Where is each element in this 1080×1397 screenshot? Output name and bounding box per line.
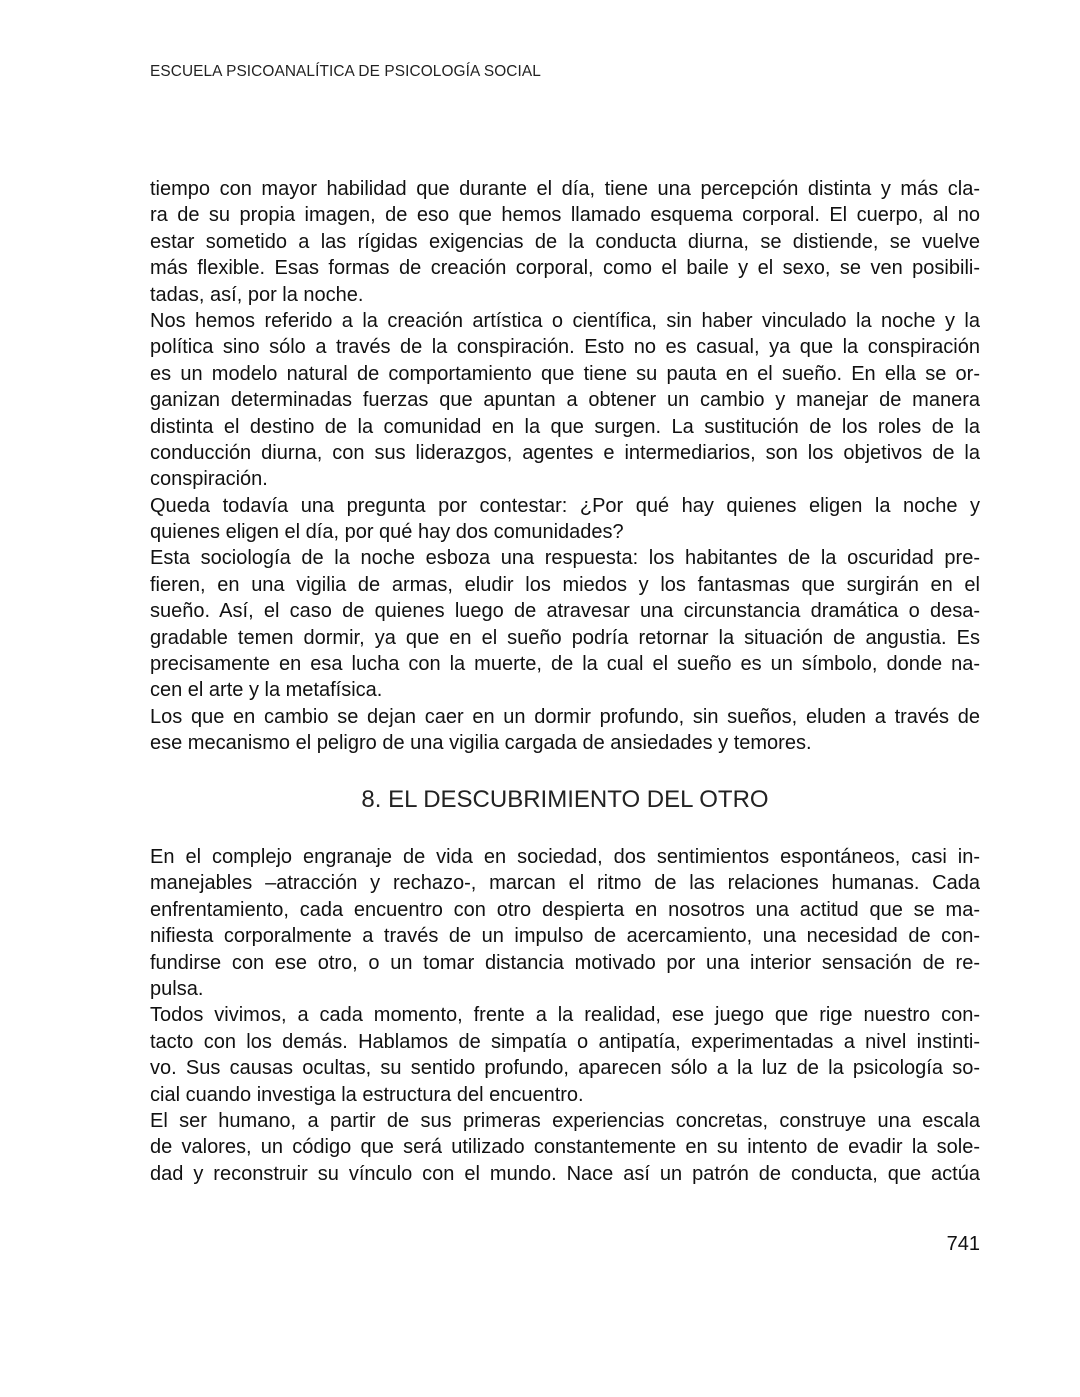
text-line: Esta sociología de la noche esboza una respuesta: los habitantes de la oscuridad pre- — [150, 547, 980, 570]
body-section-1 — [150, 176, 980, 757]
text-line: tacto con los demás. Hablamos de simpatía o antipatía, experimentadas a nivel instinti- — [150, 1030, 980, 1053]
paragraph — [150, 545, 980, 703]
page-number: 741 — [946, 1233, 980, 1255]
paragraph — [150, 493, 980, 546]
text-line: Todos vivimos, a cada momento, frente a la realidad, ese juego que rige nuestro con- — [150, 1004, 980, 1027]
text-line: enfrentamiento, cada encuentro con otro despierta en nosotros una actitud que se ma- — [150, 898, 980, 921]
text-line: Queda todavía una pregunta por contestar: ¿Por qué hay quienes eligen la noche y — [150, 494, 980, 517]
paragraph — [150, 176, 980, 308]
body-section-2 — [150, 844, 980, 1187]
text-line: cen el arte y la metafísica. — [150, 679, 383, 702]
text-line: fieren, en una vigilia de armas, eludir los miedos y los fantasmas que surgirán en el — [150, 573, 980, 596]
text-line: política sino sólo a través de la conspiración. Esto no es casual, ya que la conspiración — [150, 336, 980, 359]
text-line: conducción diurna, con sus liderazgos, agentes e intermediarios, son los objetivos de la — [150, 441, 980, 464]
paragraph — [150, 1108, 980, 1187]
text-line: pulsa. — [150, 977, 204, 1000]
running-header: ESCUELA PSICOANALÍTICA DE PSICOLOGÍA SOCIAL — [150, 63, 541, 80]
section-heading: 8. EL DESCUBRIMIENTO DEL OTRO — [361, 786, 769, 813]
text-line: En el complejo engranaje de vida en sociedad, dos sentimientos espontáneos, casi in- — [150, 846, 980, 868]
text-line: precisamente en esa lucha con la muerte, de la cual el sueño es un símbolo, donde na- — [150, 653, 980, 676]
text-line: nifiesta corporalmente a través de un impulso de acercamiento, una necesidad de con- — [150, 925, 980, 948]
text-line: Nos hemos referido a la creación artística o científica, sin haber vinculado la noche y la — [150, 309, 980, 332]
text-line: manejables –atracción y rechazo-, marcan el ritmo de las relaciones humanas. Cada — [150, 872, 980, 895]
text-line: distinta el destino de la comunidad en la que surgen. La sustitución de los roles de la — [150, 415, 980, 438]
text-line: dad y reconstruir su vínculo con el mundo. Nace así un patrón de conducta, que actúa — [150, 1162, 980, 1185]
text-line: de valores, un código que será utilizado constantemente en su intento de evadir la sole- — [150, 1136, 980, 1159]
text-line: quienes eligen el día, por qué hay dos comunidades? — [150, 521, 624, 544]
text-line: ra de su propia imagen, de eso que hemos llamado esquema corporal. El cuerpo, al no — [150, 204, 980, 227]
paragraph — [150, 308, 980, 493]
text-line: El ser humano, a partir de sus primeras experiencias concretas, construye una escala — [150, 1109, 980, 1132]
text-line: cial cuando investiga la estructura del encuentro. — [150, 1083, 584, 1106]
text-line: Los que en cambio se dejan caer en un dormir profundo, sin sueños, eluden a través de — [150, 705, 980, 728]
text-line: ganizan determinadas fuerzas que apuntan a obtener un cambio y manejar de manera — [150, 389, 980, 412]
paragraph — [150, 844, 980, 1002]
text-line: tadas, así, por la noche. — [150, 283, 364, 306]
text-line: vo. Sus causas ocultas, su sentido profundo, aparecen sólo a la luz de la psicología so- — [150, 1057, 980, 1080]
text-line: ese mecanismo el peligro de una vigilia cargada de ansiedades y temores. — [150, 732, 812, 755]
text-line: es un modelo natural de comportamiento que tiene su pauta en el sueño. En ella se or- — [150, 362, 980, 385]
text-line: tiempo con mayor habilidad que durante el día, tiene una percepción distinta y más cla- — [150, 178, 980, 200]
text-line: conspiración. — [150, 468, 268, 491]
text-line: estar sometido a las rígidas exigencias de la conducta diurna, se distiende, se vuelve — [150, 230, 980, 253]
text-line: sueño. Así, el caso de quienes luego de atravesar una circunstancia dramática o desa- — [150, 600, 980, 623]
paragraph — [150, 1002, 980, 1108]
text-line: gradable temen dormir, ya que en el sueño podría retornar la situación de angustia. Es — [150, 626, 980, 649]
text-line: más flexible. Esas formas de creación corporal, como el baile y el sexo, se ven posibili- — [150, 257, 980, 280]
text-line: fundirse con ese otro, o un tomar distancia motivado por una interior sensación de re- — [150, 951, 980, 974]
paragraph — [150, 704, 980, 757]
